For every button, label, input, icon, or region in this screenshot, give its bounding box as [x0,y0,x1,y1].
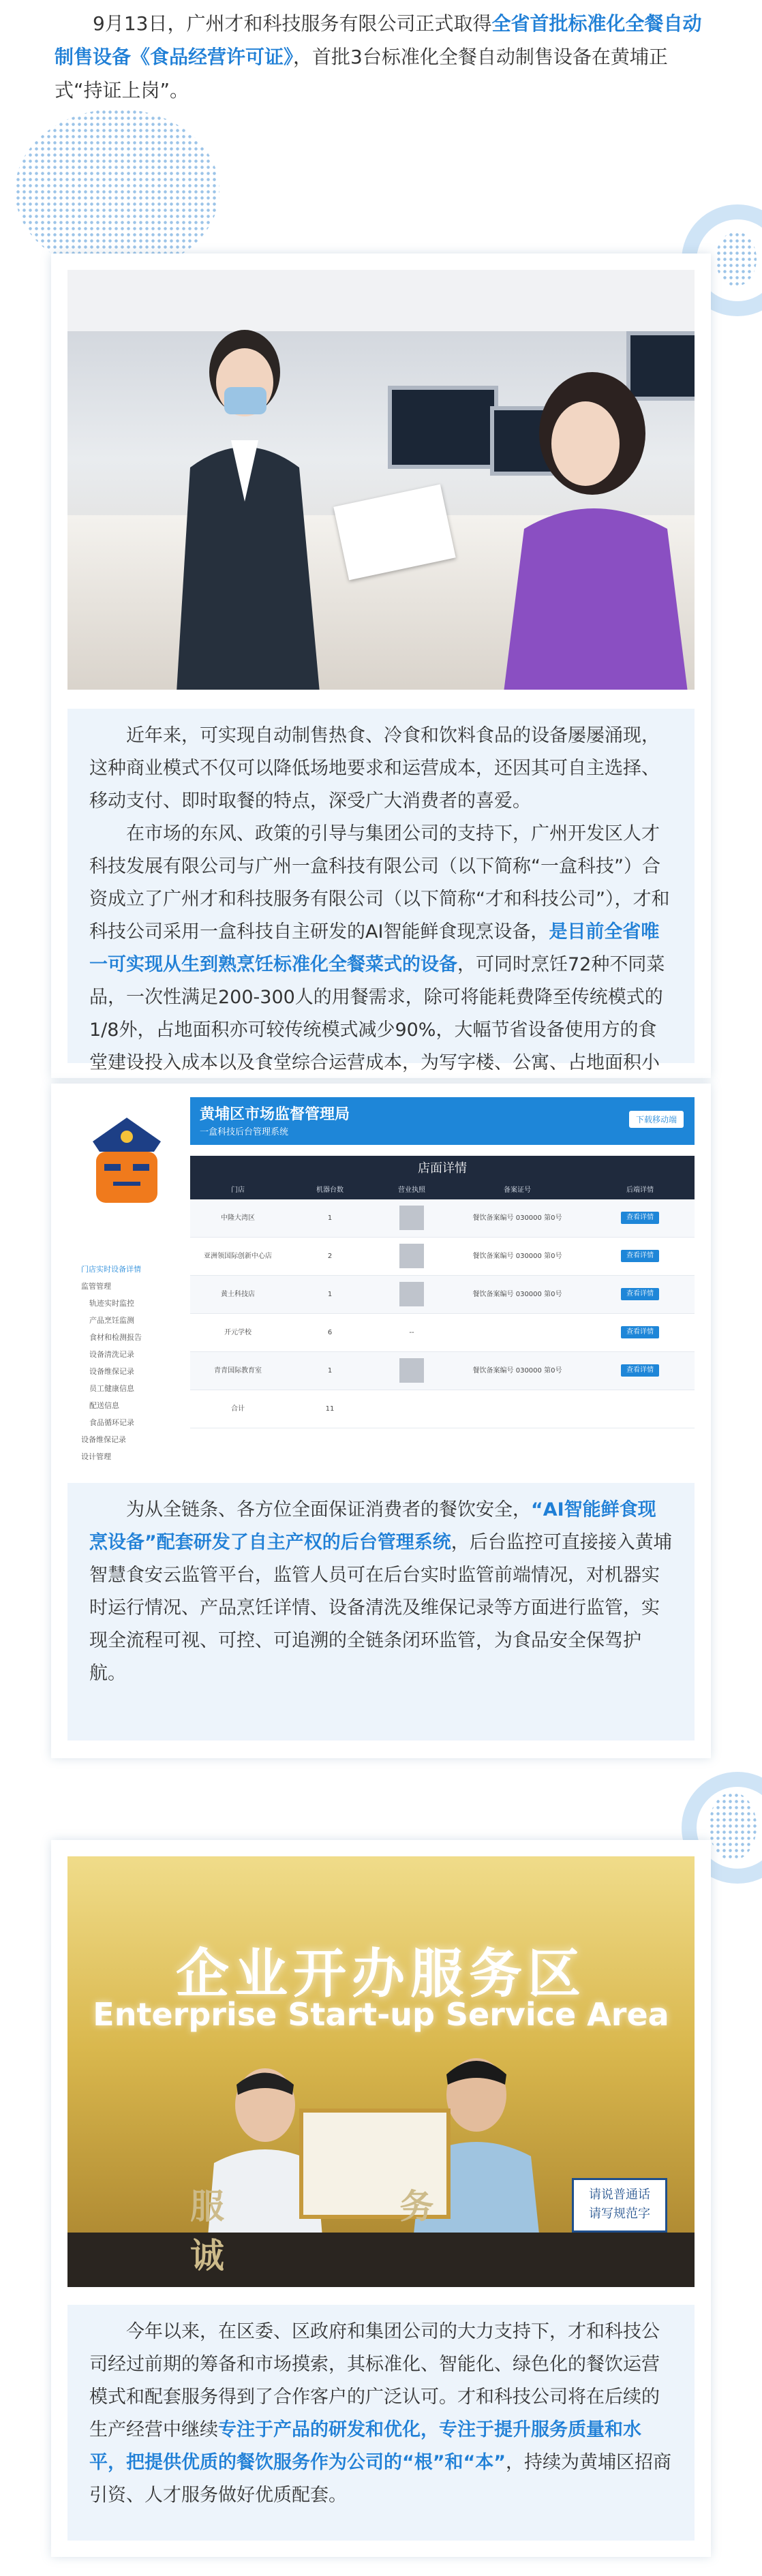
table-cell-license [374,1390,449,1428]
table-cell-count: 11 [325,1405,335,1413]
view-details-button[interactable]: 查看详情 [621,1288,659,1300]
store-details-title: 店面详情 [190,1156,695,1182]
admin-system-screenshot [67,1097,695,1461]
section2-post: ，后台监控可直接接入黄埔智慧食安云监管平台，监管人员可在后台实时监管前端情况，对机器实时运行情况、产品烹饪详情、设备清洗及维保记录等方面进行监管，实现全流程可视、可控、可追溯的全链条闭环监管，为食品安全保驾护航。 [89,1532,672,1684]
table-row [190,1238,695,1276]
section1-p2-post: ，可同时烹饪72种不同菜品，一次性满足200-300人的用餐需求，除可将能耗费降至传统模式的1/8外，占地面积亦可较传统模式减少90%，大幅节省设备使用方的食堂建设投入成本以及食堂综合运营成本，为写字楼、公寓、占地面积小 [89,954,665,1073]
table-cell-action[interactable] [585,1352,695,1390]
table-cell-action[interactable] [585,1238,695,1275]
view-details-button[interactable]: 查看详情 [621,1212,659,1224]
table-cell-name: 合计 [231,1405,245,1413]
section3-pre: 今年以来，在区委、区政府和集团公司的大力支持下，才和科技公司经过前期的筹备和市场摸索，其标准化、智能化、绿色化的餐饮运营模式和配套服务得到了合作客户的广泛认可。才和科技公司将在后续的生产经营中继续 [89,2321,660,2440]
decor-dots-left [15,109,219,273]
section3-paragraph [89,2316,673,2512]
decor-dots-right [716,232,757,286]
side-menu-item[interactable]: 产品烹饪监测 [89,1316,134,1325]
section2-highlight: “AI智能鲜食现烹设备”配套研发了自主产权的后台管理系统 [89,1499,656,1553]
screenshot-org-subtitle: 一盒科技后台管理系统 [200,1127,289,1137]
section2-textbox [67,1483,695,1741]
side-menu-item[interactable]: 设备清洗记录 [89,1350,134,1359]
side-menu-item[interactable]: 设计管理 [81,1452,111,1461]
table-cell-cert: 餐饮备案编号 030000 第0号 [472,1253,562,1260]
staff-figure [149,311,326,690]
section3-post: ，持续为黄埔区招商引资、人才服务做好优质配套。 [89,2452,671,2506]
table-cell-cert [449,1314,585,1351]
license-thumbnail[interactable] [399,1206,424,1230]
table-cell-license [374,1238,449,1275]
hall-sign-title: 企业开办服务区 [175,1944,586,2005]
table-cell-license [374,1276,449,1313]
customer-figure [490,352,695,690]
side-menu-item[interactable]: 食品循环记录 [89,1418,134,1427]
table-cell-action[interactable] [585,1276,695,1313]
table-cell-cert [449,1390,585,1428]
column-header: 后端详情 [626,1186,654,1194]
table-cell-license [374,1352,449,1390]
intro-paragraph [55,7,709,107]
table-row [190,1276,695,1314]
table-cell-action[interactable] [585,1314,695,1351]
section1-paragraph-2 [89,818,673,1112]
section1-textbox [67,709,695,1073]
view-details-button[interactable]: 查看详情 [621,1250,659,1262]
article-card-1 [51,254,711,1078]
police-mascot-icon [76,1111,178,1213]
side-menu-item[interactable]: 食材和检测报告 [89,1333,142,1342]
table-cell-cert: 餐饮备案编号 030000 第0号 [472,1291,562,1298]
article-card-3 [51,1840,711,2557]
photo-service-counter [67,270,695,690]
section1-p2-pre: 在市场的东风、政策的引导与集团公司的支持下，广州开发区人才科技发展有限公司与广州一盒科技有限公司（以下简称“一盒科技”）合资成立了广州才和科技服务有限公司（以下简称“才和科技公司”），才和科技公司采用一盒科技自主研发的AI智能鲜食现烹设备， [89,823,670,942]
hall-floor-text: 服 务 诚 [190,2187,516,2275]
table-cell-name: 黄土科技店 [221,1291,255,1298]
license-thumbnail[interactable] [399,1358,424,1383]
side-menu-item[interactable]: 设备维保记录 [81,1435,126,1444]
article-card-2 [51,1084,711,1758]
table-cell-name: 开元学校 [224,1329,252,1336]
intro-text-post: ，首批3台标准化全餐自动制售设备在黄埔正式“持证上岗”。 [55,46,668,102]
table-cell-count: 1 [327,1367,333,1375]
hall-sign-subtitle: Enterprise Start-up Service Area [93,1996,669,2033]
column-header: 门店 [231,1186,245,1194]
side-menu-item[interactable]: 门店实时设备详情 [81,1265,141,1274]
intro-text-pre: 9月13日，广州才和科技服务有限公司正式取得 [93,12,492,35]
table-row [190,1352,695,1390]
section2-paragraph [89,1494,673,1690]
screenshot-side-menu [73,1261,189,1465]
table-cell-name: 青青国际教育室 [214,1367,262,1375]
photo-enterprise-hall [67,1856,695,2287]
view-details-button[interactable]: 查看详情 [621,1364,659,1377]
screenshot-org-title: 黄埔区市场监督管理局 [200,1106,350,1123]
store-table [190,1182,695,1428]
side-menu-item[interactable]: 配送信息 [89,1401,119,1410]
table-row [190,1390,695,1428]
table-cell-count: 1 [327,1214,333,1222]
section1-paragraph-1: 近年来，可实现自动制售热食、冷食和饮料食品的设备屡屡涌现，这种商业模式不仅可以降低场地要求和运营成本，还因其可自主选择、移动支付、即时取餐的特点，深受广大消费者的喜爱。 [89,725,660,812]
side-menu-item[interactable]: 员工健康信息 [89,1384,134,1393]
section2-pre: 为从全链条、各方位全面保证消费者的餐饮安全， [126,1499,531,1520]
side-menu-item[interactable]: 监管管理 [81,1282,111,1291]
table-cell-action [585,1390,695,1428]
table-cell-name: 亚洲领国际创新中心店 [204,1253,272,1260]
section1-highlight: 是目前全省唯一可实现从生到熟烹饪标准化全餐菜式的设备 [89,921,660,975]
decor-dots-right-2 [709,1792,757,1860]
view-details-button[interactable]: 查看详情 [621,1326,659,1338]
store-table-header [190,1182,695,1199]
table-cell-count: 6 [327,1329,333,1336]
column-header: 备案证号 [504,1186,531,1194]
section3-textbox [67,2305,695,2541]
table-cell-count: 2 [327,1253,333,1260]
section3-highlight: 专注于产品的研发和优化，专注于提升服务质量和水平，把提供优质的餐饮服务作为公司的“根”和“本” [89,2419,641,2473]
intro-highlight: 全省首批标准化全餐自动制售设备《食品经营许可证》 [55,12,702,68]
screenshot-header [190,1097,695,1145]
download-mobile-button[interactable]: 下载移动端 [629,1111,684,1128]
table-cell-license: -- [409,1329,414,1336]
table-row [190,1199,695,1238]
side-menu-item[interactable]: 设备维保记录 [89,1367,134,1376]
table-cell-action[interactable] [585,1199,695,1237]
language-sign: 请说普通话 请写规范字 [572,2178,667,2233]
table-cell-cert: 餐饮备案编号 030000 第0号 [472,1214,562,1222]
table-cell-cert: 餐饮备案编号 030000 第0号 [472,1367,562,1375]
column-header: 营业执照 [398,1186,425,1194]
side-menu-item[interactable]: 轨迹实时监控 [89,1299,134,1308]
license-thumbnail[interactable] [399,1244,424,1268]
screenshot-sidebar [67,1097,190,1461]
table-cell-license [374,1199,449,1237]
table-cell-count: 1 [327,1291,333,1298]
store-table-body [190,1199,695,1428]
license-thumbnail[interactable] [399,1282,424,1306]
column-header: 机器台数 [316,1186,344,1194]
table-row [190,1314,695,1352]
table-cell-name: 中隆大湾区 [221,1214,255,1222]
